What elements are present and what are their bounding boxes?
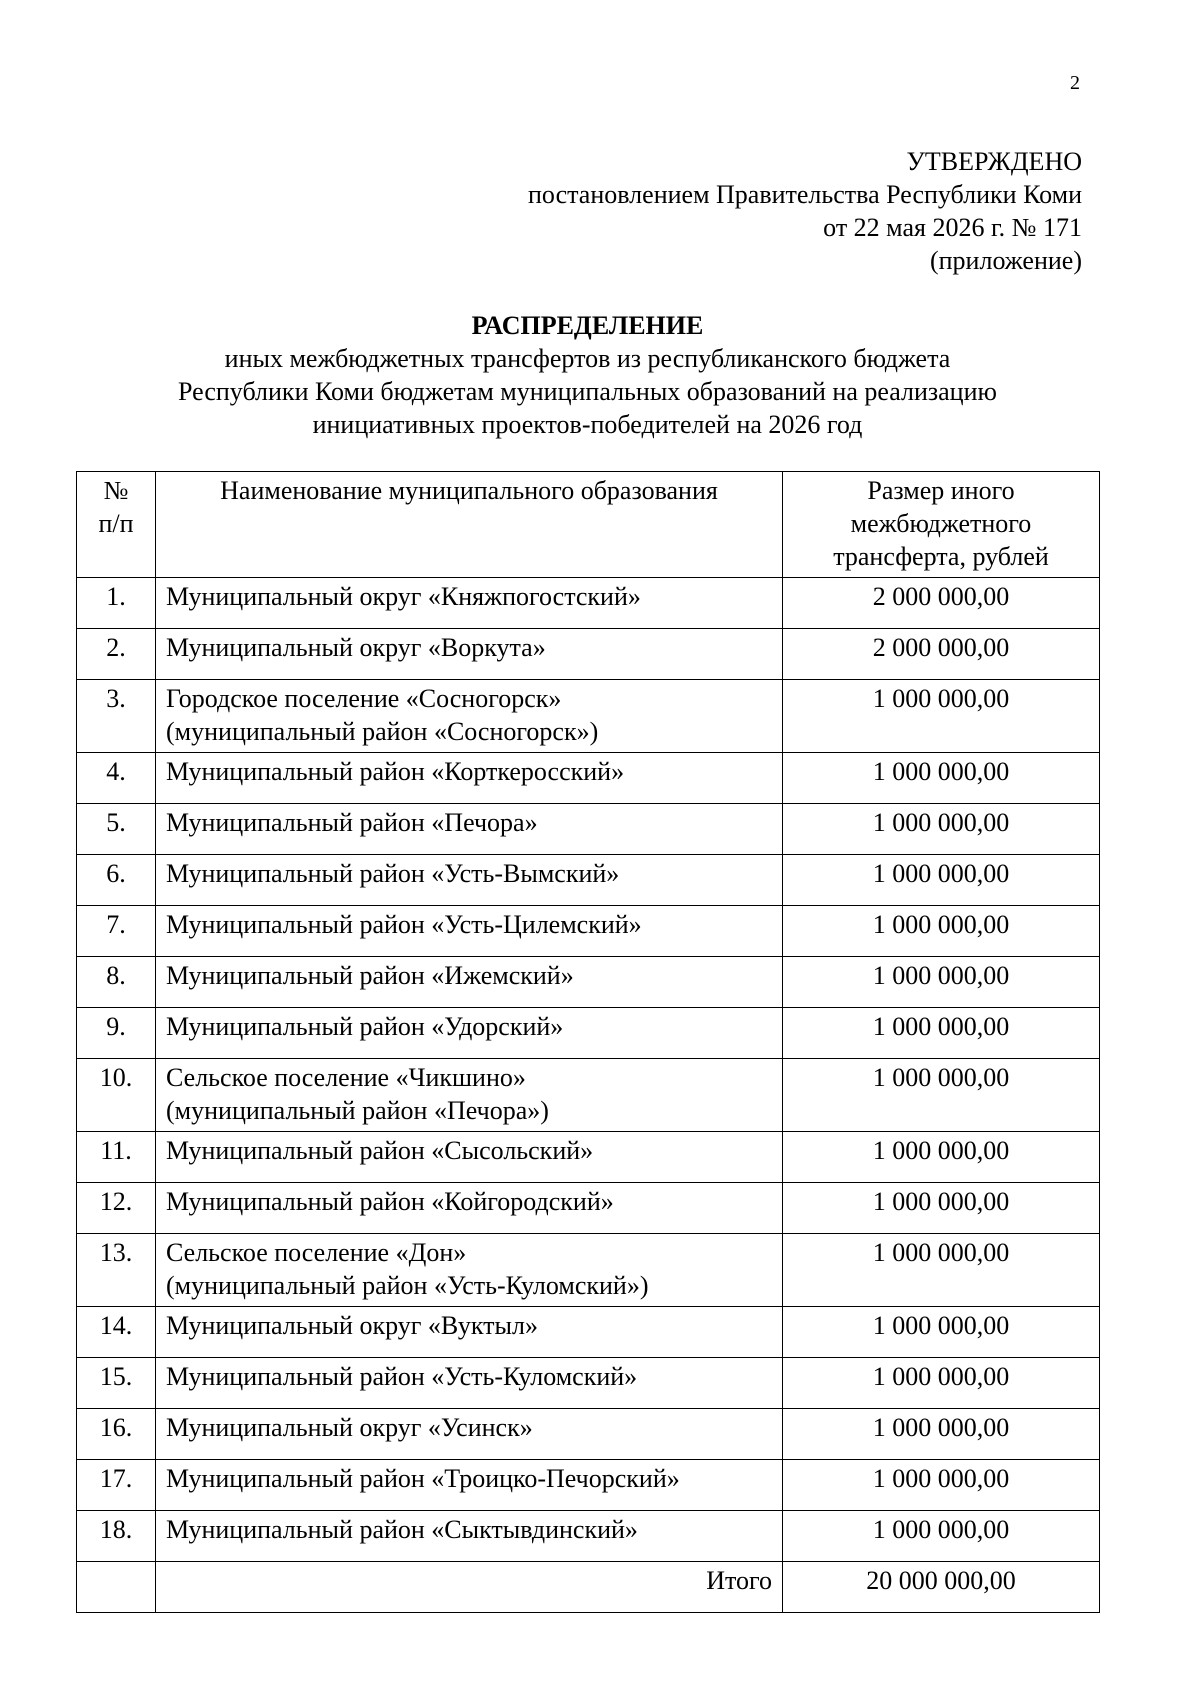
row-transfer-amount: 1 000 000,00 <box>783 1008 1100 1059</box>
header-amount-line-2: межбюджетного <box>850 509 1032 538</box>
header-amount-line-1: Размер иного <box>867 476 1015 505</box>
total-label: Итого <box>156 1562 783 1613</box>
municipality-name: Муниципальный район «Удорский» <box>166 1012 564 1041</box>
row-transfer-amount: 1 000 000,00 <box>783 1358 1100 1409</box>
municipality-name: Муниципальный округ «Воркута» <box>166 633 546 662</box>
table-row <box>77 680 1100 753</box>
approval-appendix: (приложение) <box>929 246 1082 275</box>
row-number: 5. <box>77 804 156 855</box>
row-number: 16. <box>77 1409 156 1460</box>
approval-date: от 22 мая 2026 г. № 171 <box>823 213 1082 242</box>
table-row <box>77 1358 1100 1409</box>
municipality-name: Муниципальный район «Усть-Куломский» <box>166 1362 638 1391</box>
table-row <box>77 1183 1100 1234</box>
row-transfer-amount: 1 000 000,00 <box>783 804 1100 855</box>
table-row <box>77 1132 1100 1183</box>
row-transfer-amount: 1 000 000,00 <box>783 906 1100 957</box>
row-municipality <box>156 629 783 680</box>
municipality-name: Муниципальный район «Ижемский» <box>166 961 574 990</box>
municipality-name: Муниципальный район «Сыктывдинский» <box>166 1515 638 1544</box>
document-subtitle-line-2: Республики Коми бюджетам муниципальных образований на реализацию <box>178 377 997 406</box>
municipality-name: Муниципальный район «Усть-Вымский» <box>166 859 620 888</box>
table-row <box>77 957 1100 1008</box>
row-transfer-amount: 1 000 000,00 <box>783 680 1100 753</box>
row-transfer-amount: 1 000 000,00 <box>783 1460 1100 1511</box>
municipality-name: Муниципальный район «Сысольский» <box>166 1136 594 1165</box>
row-municipality <box>156 1307 783 1358</box>
row-transfer-amount: 1 000 000,00 <box>783 1234 1100 1307</box>
row-municipality <box>156 1511 783 1562</box>
row-municipality <box>156 1132 783 1183</box>
row-municipality <box>156 1008 783 1059</box>
approval-decree: постановлением Правительства Республики Коми <box>528 180 1082 209</box>
row-transfer-amount: 1 000 000,00 <box>783 855 1100 906</box>
table-row <box>77 1409 1100 1460</box>
municipality-parent-district: (муниципальный район «Сосногорск») <box>166 717 599 746</box>
header-municipality <box>156 472 783 578</box>
table-row <box>77 1460 1100 1511</box>
table-row <box>77 855 1100 906</box>
row-municipality <box>156 906 783 957</box>
municipality-name: Муниципальный округ «Усинск» <box>166 1413 533 1442</box>
row-number: 17. <box>77 1460 156 1511</box>
row-transfer-amount: 1 000 000,00 <box>783 1132 1100 1183</box>
municipality-name: Муниципальный район «Койгородский» <box>166 1187 614 1216</box>
row-number: 3. <box>77 680 156 753</box>
document-subtitle-line-3: инициативных проектов-победителей на 2026 год <box>312 410 863 439</box>
header-transfer-amount <box>783 472 1100 578</box>
header-number-abbrev: п/п <box>98 509 134 538</box>
table-row <box>77 1511 1100 1562</box>
table-body <box>77 578 1100 1562</box>
row-number: 18. <box>77 1511 156 1562</box>
document-subtitle-line-1: иных межбюджетных трансфертов из республиканского бюджета <box>224 344 951 373</box>
table-row <box>77 1307 1100 1358</box>
table-row <box>77 753 1100 804</box>
total-number-cell <box>77 1562 156 1613</box>
row-municipality <box>156 578 783 629</box>
row-number: 6. <box>77 855 156 906</box>
row-number: 1. <box>77 578 156 629</box>
row-number: 12. <box>77 1183 156 1234</box>
municipality-name: Сельское поселение «Чикшино» <box>166 1063 526 1092</box>
row-number: 4. <box>77 753 156 804</box>
distribution-table <box>76 471 1100 1613</box>
approval-stamp <box>528 145 1082 277</box>
row-municipality <box>156 855 783 906</box>
row-municipality <box>156 1460 783 1511</box>
row-transfer-amount: 1 000 000,00 <box>783 753 1100 804</box>
row-number: 9. <box>77 1008 156 1059</box>
table-row <box>77 629 1100 680</box>
row-transfer-amount: 1 000 000,00 <box>783 1409 1100 1460</box>
table-total-row <box>77 1562 1100 1613</box>
header-amount-line-3: трансферта, рублей <box>833 542 1049 571</box>
municipality-name: Муниципальный округ «Вуктыл» <box>166 1311 538 1340</box>
row-number: 13. <box>77 1234 156 1307</box>
row-number: 15. <box>77 1358 156 1409</box>
page-number: 2 <box>1070 72 1080 94</box>
header-number <box>77 472 156 578</box>
table-row <box>77 804 1100 855</box>
row-municipality <box>156 957 783 1008</box>
row-municipality <box>156 804 783 855</box>
row-transfer-amount: 1 000 000,00 <box>783 1183 1100 1234</box>
row-municipality <box>156 680 783 753</box>
municipality-parent-district: (муниципальный район «Печора») <box>166 1096 549 1125</box>
municipality-name: Муниципальный район «Троицко-Печорский» <box>166 1464 680 1493</box>
row-number: 10. <box>77 1059 156 1132</box>
row-municipality <box>156 753 783 804</box>
table-row <box>77 1059 1100 1132</box>
municipality-name: Муниципальный район «Печора» <box>166 808 538 837</box>
row-municipality <box>156 1183 783 1234</box>
row-number: 7. <box>77 906 156 957</box>
municipality-name: Муниципальный район «Корткеросский» <box>166 757 625 786</box>
municipality-name: Муниципальный район «Усть-Цилемский» <box>166 910 642 939</box>
row-number: 8. <box>77 957 156 1008</box>
table-row <box>77 578 1100 629</box>
municipality-name: Муниципальный округ «Княжпогостский» <box>166 582 641 611</box>
document-heading: РАСПРЕДЕЛЕНИЕ <box>471 311 704 340</box>
distribution-table-container <box>76 471 1099 1613</box>
total-sum: 20 000 000,00 <box>783 1562 1100 1613</box>
row-number: 11. <box>77 1132 156 1183</box>
municipality-name: Сельское поселение «Дон» <box>166 1238 467 1267</box>
row-transfer-amount: 1 000 000,00 <box>783 1307 1100 1358</box>
table-row <box>77 906 1100 957</box>
municipality-name: Городское поселение «Сосногорск» <box>166 684 562 713</box>
row-municipality <box>156 1409 783 1460</box>
table-header-row <box>77 472 1100 578</box>
table-row <box>77 1234 1100 1307</box>
header-number-sign: № <box>103 476 129 505</box>
row-municipality <box>156 1358 783 1409</box>
row-number: 2. <box>77 629 156 680</box>
row-transfer-amount: 1 000 000,00 <box>783 1059 1100 1132</box>
row-municipality <box>156 1059 783 1132</box>
table-row <box>77 1008 1100 1059</box>
row-transfer-amount: 1 000 000,00 <box>783 957 1100 1008</box>
row-transfer-amount: 2 000 000,00 <box>783 629 1100 680</box>
row-transfer-amount: 2 000 000,00 <box>783 578 1100 629</box>
row-number: 14. <box>77 1307 156 1358</box>
document-title <box>76 309 1099 441</box>
municipality-parent-district: (муниципальный район «Усть-Куломский») <box>166 1271 649 1300</box>
row-transfer-amount: 1 000 000,00 <box>783 1511 1100 1562</box>
row-municipality <box>156 1234 783 1307</box>
approval-title: УТВЕРЖДЕНО <box>906 147 1082 176</box>
header-municipality-label: Наименование муниципального образования <box>220 476 718 505</box>
